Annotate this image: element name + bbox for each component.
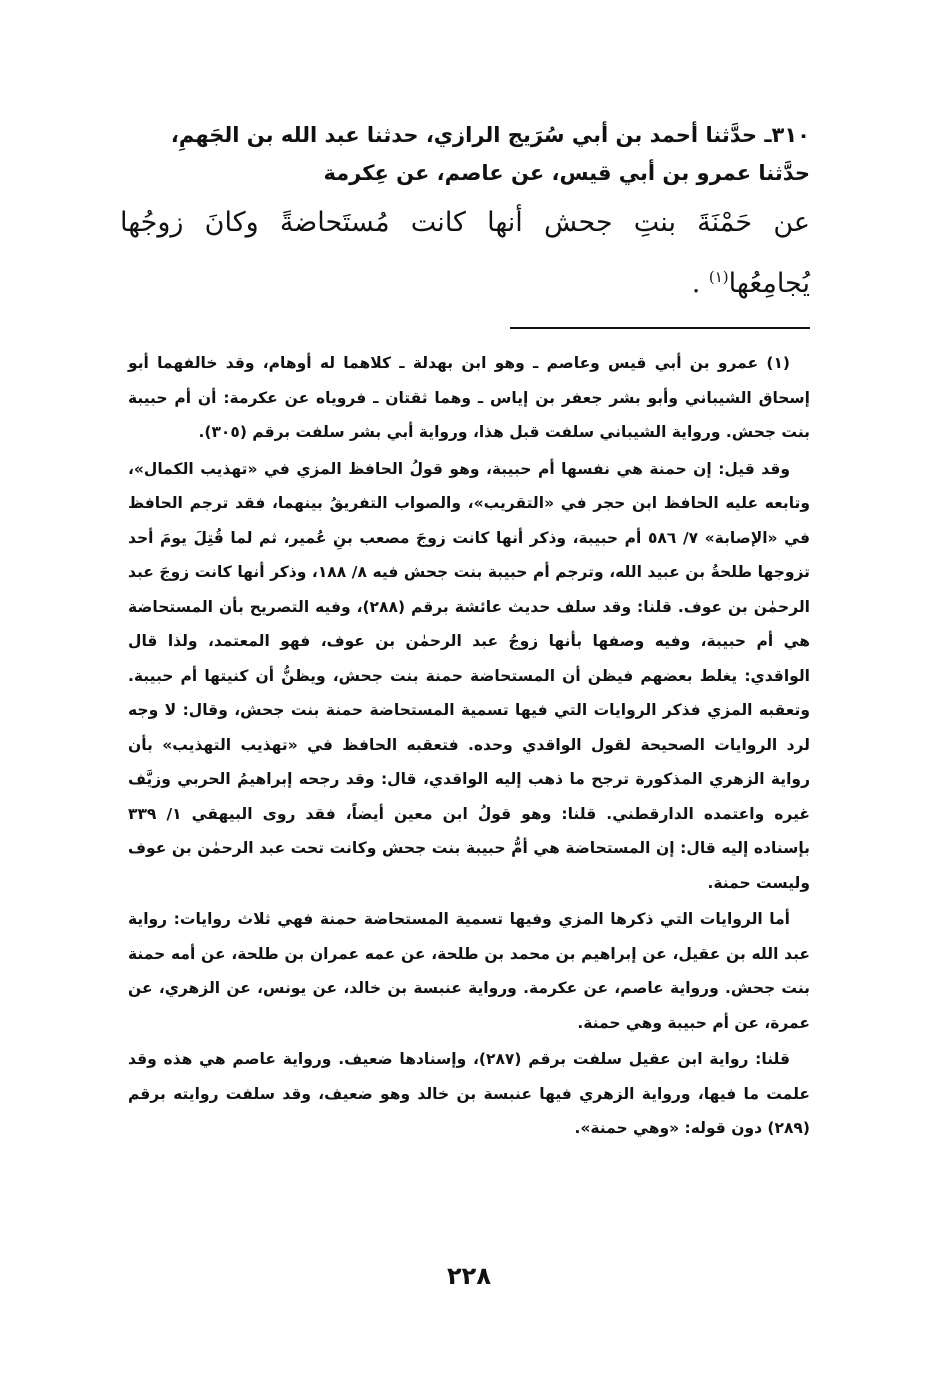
footnote-paragraph: قلنا: رواية ابن عقيل سلفت برقم (٢٨٧)، وإسنادها ضعيف. ورواية عاصم هي هذه وقد علمت ما فيها، ورواية الزهري فيها عنبسة بن خالد وهو ضعيف، وقد سلفت روايته برقم (٢٨٩) دون قوله: «وهي حمنة». [128, 1050, 810, 1137]
matn-text: عن حَمْنَةَ بنتِ جحش أنها كانت مُستَحاضةً وكانَ زوجُها يُجامِعُها [120, 207, 810, 299]
footnote-marker[interactable]: (١) [708, 268, 729, 286]
page-number: ٢٢٨ [447, 1262, 491, 1290]
footnote-divider [510, 327, 810, 329]
matn-end-punct: . [691, 268, 701, 299]
hadith-block [120, 116, 810, 311]
hadith-matn [120, 196, 810, 311]
footnotes-section [128, 346, 810, 1148]
isnad-line-2: حدَّثنا عمرو بن أبي قيس، عن عاصم، عن عِكرمة [323, 161, 810, 185]
footnote-paragraph: (١) عمرو بن أبي قيس وعاصم ـ وهو ابن بهدلة ـ كلاهما له أوهام، وقد خالفهما أبو إسحاق الشيباني وأبو بشر جعفر بن إياس ـ وهما ثقتان ـ فروياه عن عكرمة: أن أم حبيبة بنت جحش. ورواية الشيباني سلفت قبل هذا، ورواية أبي بشر سلفت برقم (٣٠٥). [128, 354, 810, 441]
footnote-paragraph: وقد قيل: إن حمنة هي نفسها أم حبيبة، وهو قولُ الحافظ المزي في «تهذيب الكمال»، وتابعه عليه الحافظ ابن حجر في «التقريب»، والصواب التفريقُ بينهما، فقد ترجم الحافظ في «الإصابة» ٧/ ٥٨٦ أم حبيبة، وذكر أنها كانت زوجَ مصعب بنِ عُمير، ثم لما قُتِلَ يومَ أحد تزوجها طلحةُ بن عبيد الله، وترجم أم حبيبة بنت جحش فيه ٨/ ١٨٨، وذكر أنها كانت زوجَ عبد الرحمٰن بن عوف. قلنا: وقد سلف حديث عائشة برقم (٢٨٨)، وفيه التصريح بأن المستحاضة هي أم حبيبة، وفيه وصفها بأنها زوجُ عبد الرحمٰن بن عوف، فهو المعتمد، ولذا قال الواقدي: يغلط بعضهم فيظن أن المستحاضة حمنة بنت جحش، ويظنُّ أن كنيتها أم حبيبة. وتعقبه المزي فذكر الروايات التي فيها تسمية المستحاضة حمنة بنت جحش، وقال: لا وجه لرد الروايات الصحيحة لقول الواقدي وحده. فتعقبه الحافظ في «تهذيب التهذيب» بأن رواية الزهري المذكورة ترجح ما ذهب إليه الواقدي، قال: وقد رجحه إبراهيمُ الحربي وزيَّف غيره واعتمده الدارقطني. قلنا: وهو قولُ ابن معين أيضاً، فقد روى البيهقي ١/ ٣٣٩ بإسناده إليه قال: إن المستحاضة هي أمُّ حبيبة بنت جحش وكانت تحت عبد الرحمٰن بن عوف وليست حمنة. [128, 459, 811, 892]
isnad-line-1: ٣١٠ـ حدَّثنا أحمد بن أبي سُرَيج الرازي، حدثنا عبد الله بن الجَهمِ، [170, 123, 810, 147]
footnote-paragraph: أما الروايات التي ذكرها المزي وفيها تسمية المستحاضة حمنة فهي ثلاث روايات: رواية عبد الله بن عقيل، عن إبراهيم بن محمد بن طلحة، عن عمه عمران بن طلحة، عن أمه حمنة بنت جحش. ورواية عاصم، عن عكرمة. ورواية عنبسة بن خالد، عن يونس، عن الزهري، عن عمرة، عن أم حبيبة وهي حمنة. [128, 910, 810, 1032]
